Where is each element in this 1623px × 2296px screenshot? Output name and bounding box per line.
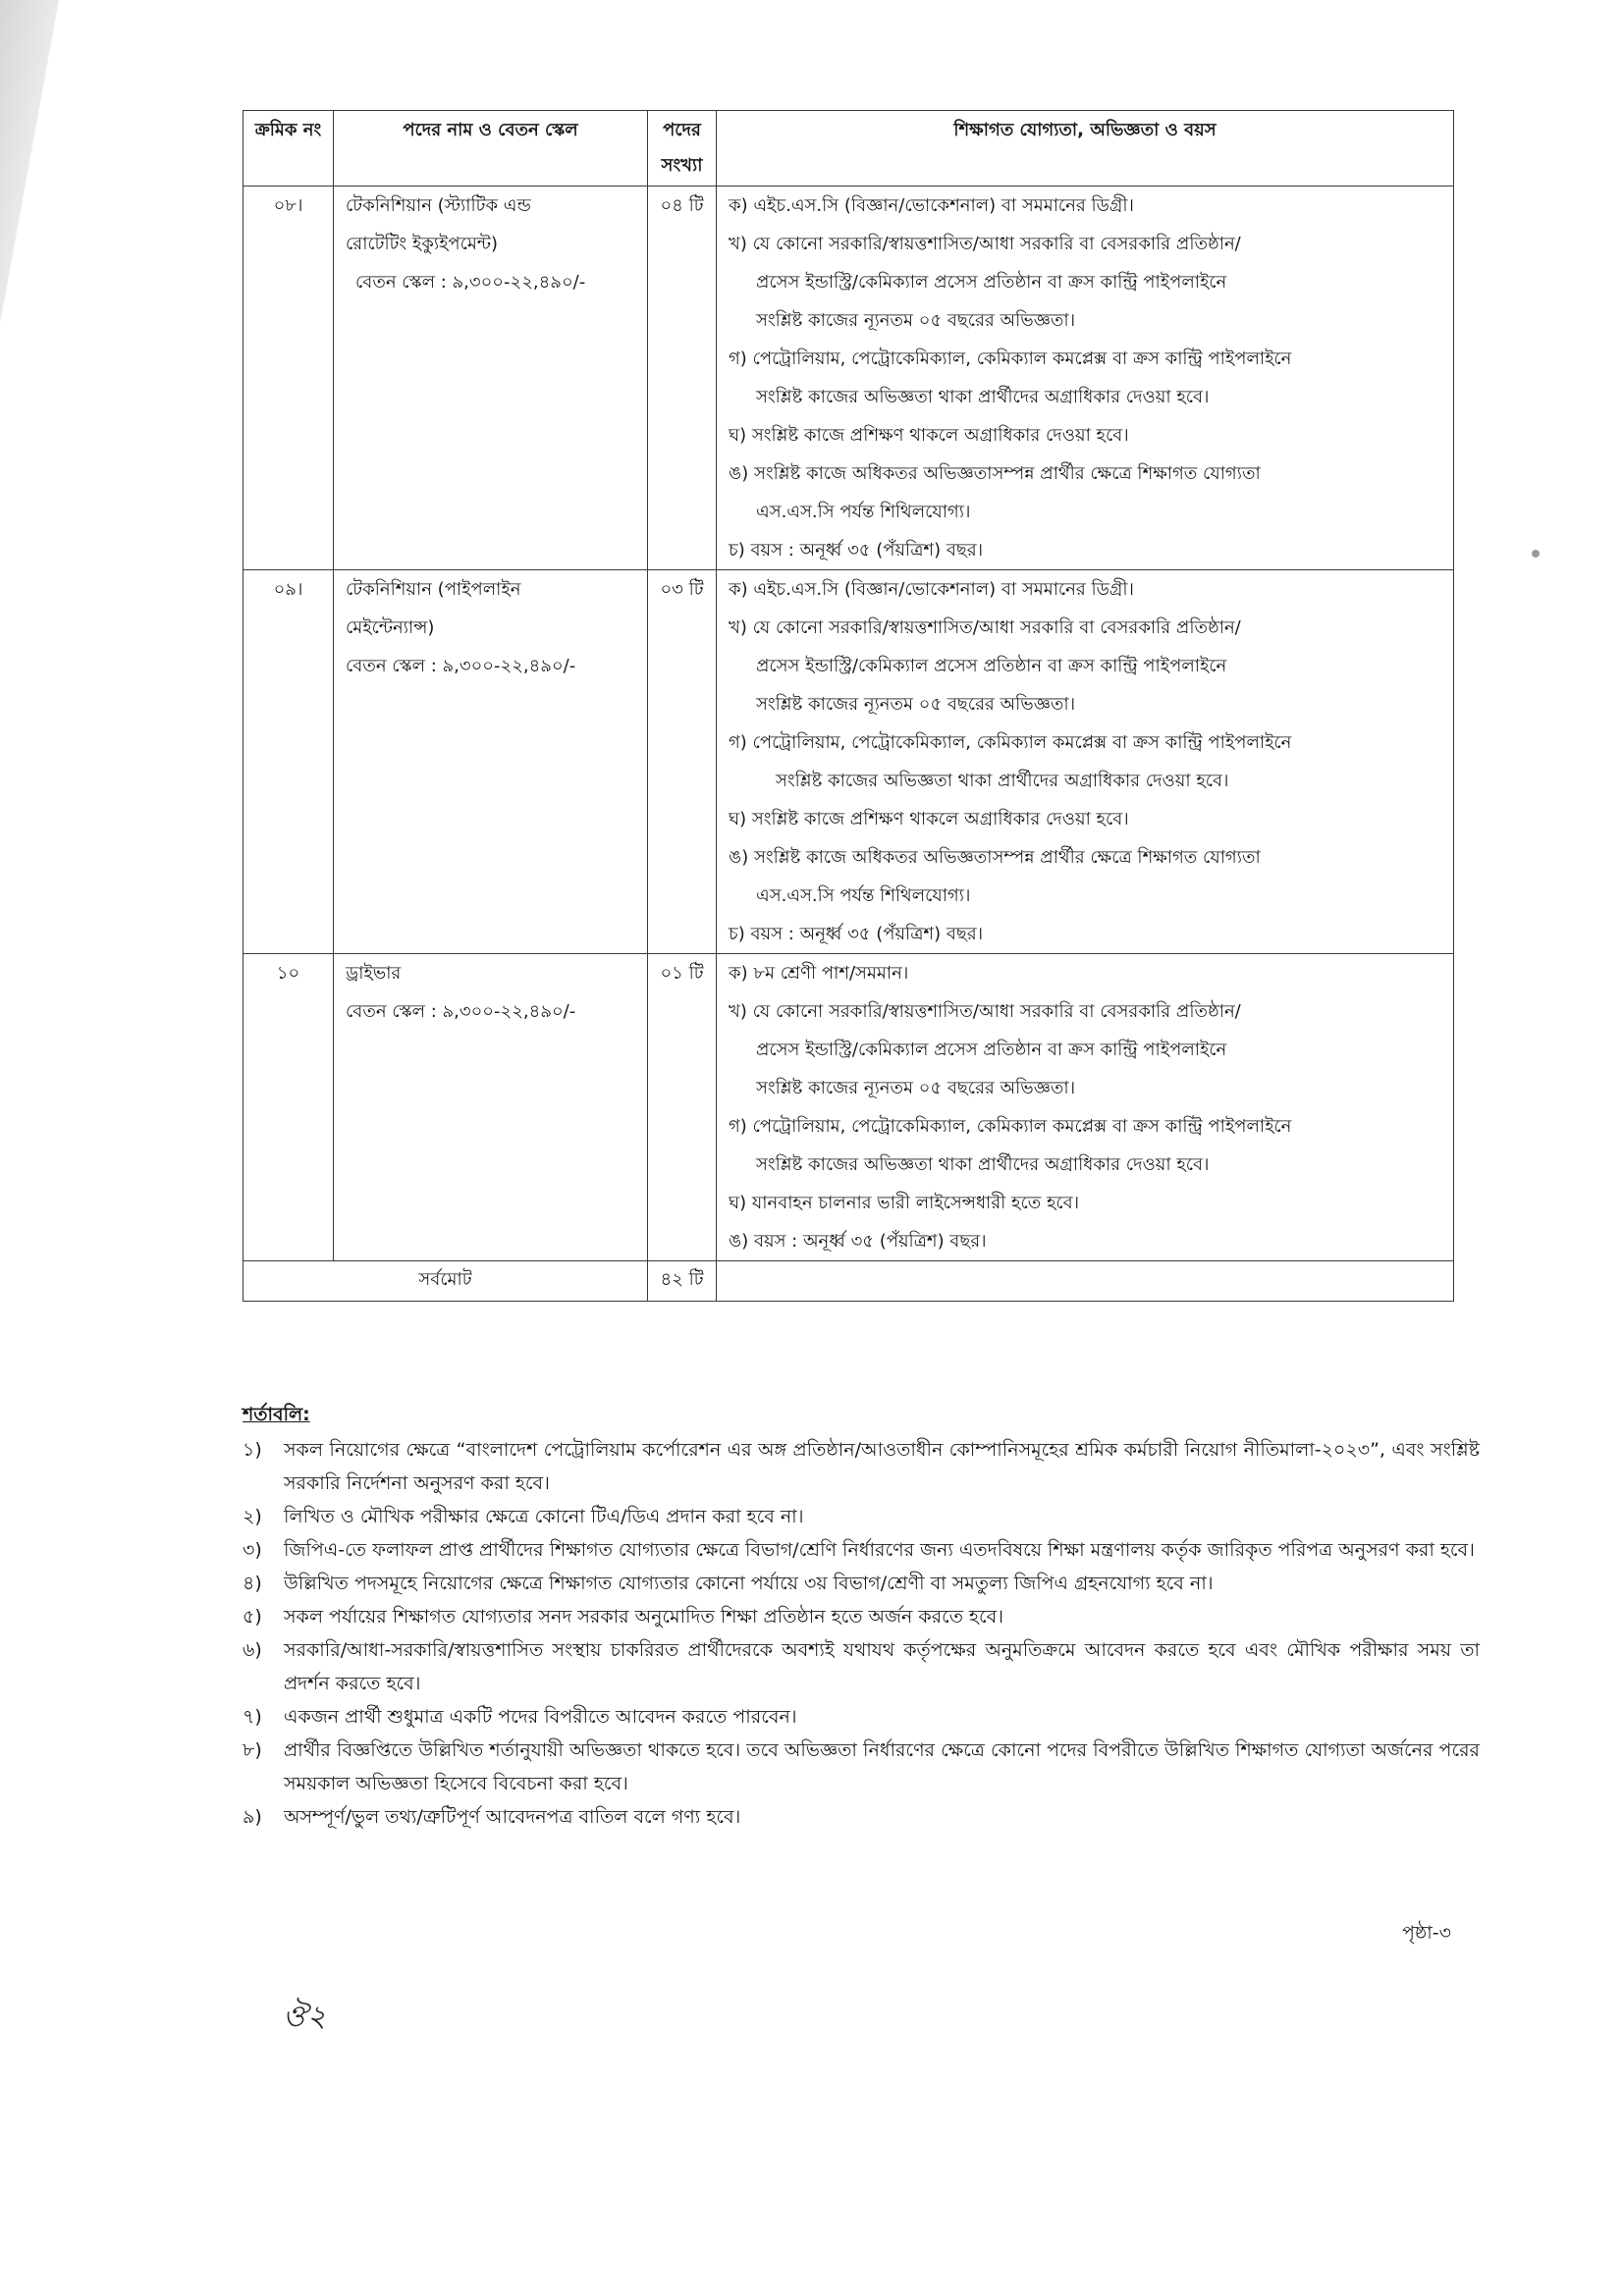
row-serial: ০৯।: [243, 570, 334, 954]
qual-line: সংশ্লিষ্ট কাজের অভিজ্ঞতা থাকা প্রার্থীদের অগ্রাধিকার দেওয়া হবে।: [756, 1154, 1210, 1175]
row-serial: ১০: [243, 954, 334, 1261]
total-count: ৪২ টি: [648, 1261, 717, 1302]
table-row: [243, 954, 1454, 1261]
post-line: ড্রাইভার: [346, 963, 402, 984]
term-number: ৩): [243, 1539, 262, 1561]
term-item: [243, 1600, 1480, 1633]
qual-line: ক) এইচ.এস.সি (বিজ্ঞান/ভোকেশনাল) বা সমমানের ডিগ্রী।: [729, 579, 1134, 600]
qual-line: ঘ) সংশ্লিষ্ট কাজে প্রশিক্ষণ থাকলে অগ্রাধিকার দেওয়া হবে।: [729, 425, 1129, 446]
term-text: সরকারি/আধা-সরকারি/স্বায়ত্তশাসিত সংস্থায় চাকরিরত প্রার্থীদেরকে অবশ্যই যথাযথ কর্তৃপক্ষের অনুমতিক্রমে আবেদন করতে হবে এবং মৌখিক পরীক্ষার সময় তা প্রদর্শন করতে হবে।: [284, 1639, 1480, 1694]
qual-line: খ) যে কোনো সরকারি/স্বায়ত্তশাসিত/আধা সরকারি বা বেসরকারি প্রতিষ্ঠান/: [729, 234, 1241, 254]
post-line: টেকনিশিয়ান (পাইপলাইন: [346, 579, 521, 600]
term-text: লিখিত ও মৌখিক পরীক্ষার ক্ষেত্রে কোনো টিএ/ডিএ প্রদান করা হবে না।: [284, 1506, 804, 1527]
header-count: পদের সংখ্যা: [648, 111, 717, 187]
row-post: [334, 187, 648, 570]
qual-line: খ) যে কোনো সরকারি/স্বায়ত্তশাসিত/আধা সরকারি বা বেসরকারি প্রতিষ্ঠান/: [729, 1001, 1241, 1022]
term-item: [243, 1567, 1480, 1600]
row-qualification: [717, 570, 1454, 954]
qual-line: গ) পেট্রোলিয়াম, পেট্রোকেমিক্যাল, কেমিক্যাল কমপ্লেক্স বা ক্রস কান্ট্রি পাইপলাইনে: [729, 348, 1292, 369]
term-item: [243, 1700, 1480, 1734]
total-label: সর্বমোট: [243, 1261, 648, 1302]
qual-line: ক) ৮ম শ্রেণী পাশ/সমমান।: [729, 963, 909, 984]
header-serial: ক্রমিক নং: [243, 111, 334, 187]
term-number: ২): [243, 1506, 262, 1527]
header-qualification: শিক্ষাগত যোগ্যতা, অভিজ্ঞতা ও বয়স: [717, 111, 1454, 187]
post-line: মেইন্টেন্যান্স): [346, 617, 435, 638]
qual-line: প্রসেস ইন্ডাস্ট্রি/কেমিক্যাল প্রসেস প্রতিষ্ঠান বা ক্রস কান্ট্রি পাইপলাইনে: [756, 272, 1227, 293]
qual-line: চ) বয়স : অনূর্ধ্ব ৩৫ (পঁয়ত্রিশ) বছর।: [729, 540, 984, 561]
qual-line: ঙ) সংশ্লিষ্ট কাজে অধিকতর অভিজ্ঞতাসম্পন্ন প্রার্থীর ক্ষেত্রে শিক্ষাগত যোগ্যতা: [729, 847, 1261, 868]
qual-line: ঙ) সংশ্লিষ্ট কাজে অধিকতর অভিজ্ঞতাসম্পন্ন প্রার্থীর ক্ষেত্রে শিক্ষাগত যোগ্যতা: [729, 463, 1261, 484]
qual-line: সংশ্লিষ্ট কাজের ন্যূনতম ০৫ বছরের অভিজ্ঞতা।: [756, 1078, 1076, 1098]
term-number: ৬): [243, 1639, 262, 1661]
qual-line: প্রসেস ইন্ডাস্ট্রি/কেমিক্যাল প্রসেস প্রতিষ্ঠান বা ক্রস কান্ট্রি পাইপলাইনে: [756, 1040, 1227, 1060]
pay-scale: বেতন স্কেল : ৯,৩০০-২২,৪৯০/-: [346, 656, 576, 676]
term-number: ৫): [243, 1606, 262, 1628]
qual-line: গ) পেট্রোলিয়াম, পেট্রোকেমিক্যাল, কেমিক্যাল কমপ্লেক্স বা ক্রস কান্ট্রি পাইপলাইনে: [729, 1116, 1292, 1137]
qual-line: ঘ) যানবাহন চালনার ভারী লাইসেন্সধারী হতে হবে।: [729, 1193, 1080, 1213]
term-number: ৭): [243, 1706, 262, 1728]
row-post: [334, 570, 648, 954]
qual-line: সংশ্লিষ্ট কাজের অভিজ্ঞতা থাকা প্রার্থীদের অগ্রাধিকার দেওয়া হবে।: [756, 387, 1210, 407]
pay-scale: বেতন স্কেল : ৯,৩০০-২২,৪৯০/-: [355, 272, 586, 293]
term-text: প্রার্থীর বিজ্ঞপ্তিতে উল্লিখিত শর্তানুযায়ী অভিজ্ঞতা থাকতে হবে। তবে অভিজ্ঞতা নির্ধারণের ক্ষেত্রে কোনো পদের বিপরীতে উল্লিখিত শিক্ষাগত যোগ্যতা অর্জনের পরের সময়কাল অভিজ্ঞতা হিসেবে বিবেচনা করা হবে।: [284, 1739, 1480, 1794]
post-line: রোটেটিং ইক্যুইপমেন্ট): [346, 234, 499, 254]
term-item: [243, 1500, 1480, 1533]
qual-line: চ) বয়স : অনূর্ধ্ব ৩৫ (পঁয়ত্রিশ) বছর।: [729, 924, 984, 944]
qual-line: এস.এস.সি পর্যন্ত শিথিলযোগ্য।: [756, 885, 971, 906]
term-text: অসম্পূর্ণ/ভুল তথ্য/ত্রুটিপূর্ণ আবেদনপত্র বাতিল বলে গণ্য হবে।: [284, 1806, 741, 1828]
table-row: [243, 570, 1454, 954]
row-serial: ০৮।: [243, 187, 334, 570]
signature: ঔ২: [283, 2000, 327, 2034]
qual-line: ঘ) সংশ্লিষ্ট কাজে প্রশিক্ষণ থাকলে অগ্রাধিকার দেওয়া হবে।: [729, 809, 1129, 829]
term-text: একজন প্রার্থী শুধুমাত্র একটি পদের বিপরীতে আবেদন করতে পারবেন।: [284, 1706, 797, 1728]
qual-line: সংশ্লিষ্ট কাজের ন্যূনতম ০৫ বছরের অভিজ্ঞতা।: [756, 694, 1076, 715]
row-post: [334, 954, 648, 1261]
qual-line: প্রসেস ইন্ডাস্ট্রি/কেমিক্যাল প্রসেস প্রতিষ্ঠান বা ক্রস কান্ট্রি পাইপলাইনে: [756, 656, 1227, 676]
page-number: পৃষ্ঠা-৩: [1402, 1922, 1451, 1944]
header-post: পদের নাম ও বেতন স্কেল: [334, 111, 648, 187]
term-item: [243, 1734, 1480, 1800]
term-text: সকল নিয়োগের ক্ষেত্রে “বাংলাদেশ পেট্রোলিয়াম কর্পোরেশন এর অঙ্গ প্রতিষ্ঠান/আওতাধীন কোম্পানিসমূহের শ্রমিক কর্মচারী নিয়োগ নীতিমালা-২০২৩”, এবং সংশ্লিষ্ট সরকারি নির্দেশনা অনুসরণ করা হবে।: [284, 1439, 1480, 1494]
job-table: [243, 110, 1454, 1302]
qual-line: ক) এইচ.এস.সি (বিজ্ঞান/ভোকেশনাল) বা সমমানের ডিগ্রী।: [729, 195, 1134, 216]
term-text: সকল পর্যায়ের শিক্ষাগত যোগ্যতার সনদ সরকার অনুমোদিত শিক্ষা প্রতিষ্ঠান হতে অর্জন করতে হবে।: [284, 1606, 1004, 1628]
row-qualification: [717, 187, 1454, 570]
table-row: [243, 187, 1454, 570]
term-item: [243, 1433, 1480, 1500]
total-empty-cell: [717, 1261, 1454, 1302]
qual-line: সংশ্লিষ্ট কাজের অভিজ্ঞতা থাকা প্রার্থীদের অগ্রাধিকার দেওয়া হবে।: [776, 771, 1229, 791]
term-item: [243, 1800, 1480, 1834]
scan-dot: [1532, 550, 1540, 558]
total-row: [243, 1261, 1454, 1302]
term-number: ৪): [243, 1573, 262, 1594]
row-count: ০৪ টি: [648, 187, 717, 570]
term-number: ৯): [243, 1806, 262, 1828]
term-item: [243, 1633, 1480, 1700]
row-qualification: [717, 954, 1454, 1261]
row-count: ০১ টি: [648, 954, 717, 1261]
term-number: ১): [243, 1439, 262, 1461]
qual-line: ঙ) বয়স : অনূর্ধ্ব ৩৫ (পঁয়ত্রিশ) বছর।: [729, 1231, 987, 1252]
table-header-row: [243, 111, 1454, 187]
term-number: ৮): [243, 1739, 262, 1761]
page-fold-shadow: [0, 0, 59, 324]
terms-section: [243, 1398, 1480, 1834]
qual-line: খ) যে কোনো সরকারি/স্বায়ত্তশাসিত/আধা সরকারি বা বেসরকারি প্রতিষ্ঠান/: [729, 617, 1241, 638]
qual-line: গ) পেট্রোলিয়াম, পেট্রোকেমিক্যাল, কেমিক্যাল কমপ্লেক্স বা ক্রস কান্ট্রি পাইপলাইনে: [729, 732, 1292, 753]
terms-title: শর্তাবলি:: [243, 1404, 310, 1425]
post-line: টেকনিশিয়ান (স্ট্যাটিক এন্ড: [346, 195, 531, 216]
qual-line: সংশ্লিষ্ট কাজের ন্যূনতম ০৫ বছরের অভিজ্ঞতা।: [756, 310, 1076, 331]
term-text: উল্লিখিত পদসমূহে নিয়োগের ক্ষেত্রে শিক্ষাগত যোগ্যতার কোনো পর্যায়ে ৩য় বিভাগ/শ্রেণী বা সমতুল্য জিপিএ গ্রহনযোগ্য হবে না।: [284, 1573, 1214, 1594]
pay-scale: বেতন স্কেল : ৯,৩০০-২২,৪৯০/-: [346, 1001, 576, 1022]
term-item: [243, 1533, 1480, 1567]
term-text: জিপিএ-তে ফলাফল প্রাপ্ত প্রার্থীদের শিক্ষাগত যোগ্যতার ক্ষেত্রে বিভাগ/শ্রেণি নির্ধারণের জন্য এতদবিষয়ে শিক্ষা মন্ত্রণালয় কর্তৃক জারিকৃত পরিপত্র অনুসরণ করা হবে।: [284, 1539, 1475, 1561]
qual-line: এস.এস.সি পর্যন্ত শিথিলযোগ্য।: [756, 502, 971, 522]
row-count: ০৩ টি: [648, 570, 717, 954]
